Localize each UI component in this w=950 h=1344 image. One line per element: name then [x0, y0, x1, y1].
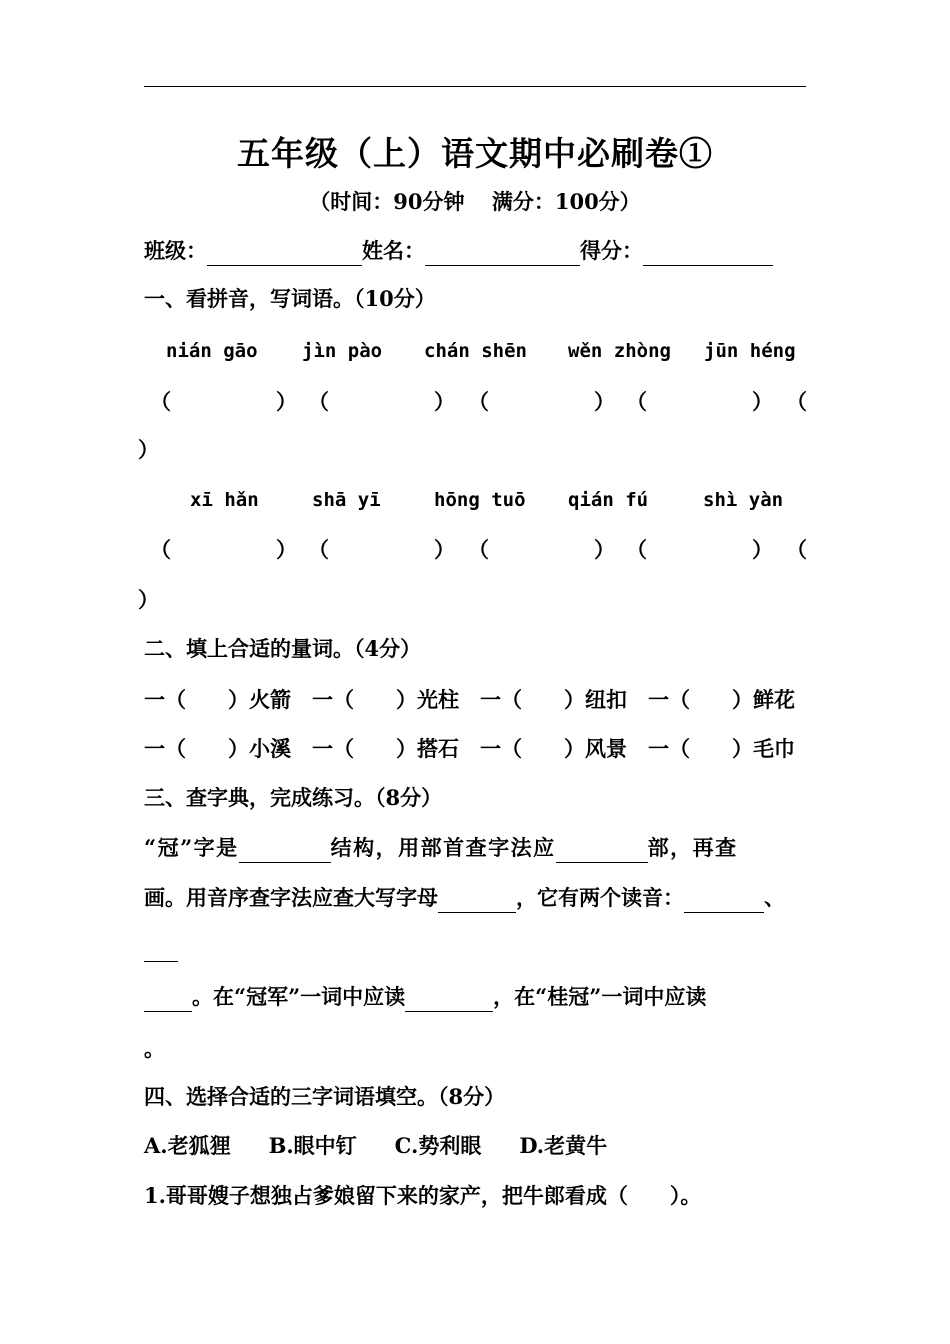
score-blank[interactable] [643, 243, 773, 266]
dictionary-line-1 [144, 833, 738, 863]
answer-paren-open: （ [786, 537, 807, 562]
measure-word-row [144, 684, 816, 714]
pinyin-6: xī hǎn [190, 489, 259, 511]
answer-paren-close: ） [276, 537, 297, 562]
time-text: （时间：90分钟 [309, 189, 465, 214]
page-title: 五年级（上）语文期中必刷卷① [237, 134, 713, 173]
measure-word-item: 一（ ）鲜花 [648, 687, 795, 712]
measure-word-item: 一（ ）搭石 [312, 736, 459, 761]
option-c: C.势利眼 [394, 1133, 482, 1158]
text: 部，再查 [647, 835, 738, 860]
text: “冠”字是 [144, 835, 239, 860]
text: 。在“冠军”一词中应读 [192, 984, 406, 1009]
letter-blank[interactable] [438, 890, 516, 913]
measure-word-item: 一（ ）纽扣 [480, 687, 627, 712]
reading-blank-1[interactable] [684, 890, 764, 913]
section3-heading: 三、查字典，完成练习。（8分） [144, 785, 443, 810]
reading-blank-2[interactable] [144, 939, 178, 962]
dictionary-line-5: 。 [144, 1036, 165, 1061]
pinyin-9: qián fú [568, 489, 649, 511]
measure-word-item: 一（ ）毛巾 [648, 736, 795, 761]
class-blank[interactable] [207, 243, 362, 266]
answer-paren-open: （ [308, 389, 329, 414]
answer-paren-close: ） [276, 389, 297, 414]
text: 画。用音序查字法应查大写字母 [144, 885, 438, 910]
pinyin-2: jìn pào [302, 340, 383, 362]
answer-paren-close: ） [138, 587, 159, 612]
score-label: 得分： [580, 238, 643, 263]
pinyin-5: jūn héng [704, 340, 796, 362]
pinyin-3: chán shēn [424, 340, 527, 362]
text: ，它有两个读音： [516, 885, 684, 910]
measure-word-item: 一（ ）火箭 [144, 687, 291, 712]
dictionary-line-2 [144, 883, 785, 913]
answer-paren-close: ） [752, 389, 773, 414]
measure-word-item: 一（ ）风景 [480, 736, 627, 761]
pinyin-7: shā yī [312, 489, 381, 511]
measure-word-item: 一（ ）小溪 [144, 736, 291, 761]
option-a: A.老狐狸 [144, 1133, 231, 1158]
answer-paren-open: （ [626, 389, 647, 414]
answer-paren-open: （ [308, 537, 329, 562]
answer-paren-open: （ [626, 537, 647, 562]
name-blank[interactable] [425, 243, 580, 266]
reading-blank-3[interactable] [144, 989, 192, 1012]
text: 、 [764, 885, 785, 910]
text: ，在“桂冠”一词中应读 [493, 984, 707, 1009]
text: 结构，用部首查字法应 [330, 835, 556, 860]
answer-paren-close: ） [594, 389, 615, 414]
answer-paren-close: ） [752, 537, 773, 562]
structure-blank[interactable] [239, 840, 331, 863]
measure-word-row [144, 733, 816, 763]
answer-paren-close: ） [434, 537, 455, 562]
answer-paren-open: （ [786, 389, 807, 414]
answer-paren-close: ） [434, 389, 455, 414]
radical-blank[interactable] [556, 840, 648, 863]
class-label: 班级： [144, 238, 207, 263]
answer-paren-open: （ [150, 389, 171, 414]
name-label: 姓名： [362, 238, 425, 263]
answer-paren-open: （ [150, 537, 171, 562]
answer-paren-open: （ [468, 389, 489, 414]
section4-heading: 四、选择合适的三字词语填空。（8分） [144, 1084, 506, 1109]
score-total-text: 满分：100分） [491, 189, 641, 214]
answer-paren-open: （ [468, 537, 489, 562]
pinyin-4: wěn zhòng [568, 340, 671, 362]
dictionary-line-4 [144, 982, 706, 1012]
answer-paren-close: ） [138, 437, 159, 462]
answer-paren-close: ） [594, 537, 615, 562]
measure-word-item: 一（ ）光柱 [312, 687, 459, 712]
pinyin-8: hōng tuō [434, 489, 526, 511]
pinyin-10: shì yàn [703, 489, 784, 511]
option-b: B.眼中钉 [268, 1133, 357, 1158]
options-row [144, 1131, 645, 1161]
pinyin-1: nián gāo [166, 340, 258, 362]
dictionary-line-3 [144, 932, 178, 962]
student-info-line [144, 236, 773, 266]
subtitle [0, 186, 950, 216]
option-d: D.老黄牛 [519, 1133, 608, 1158]
question-1: 1.哥哥嫂子想独占爹娘留下来的家产，把牛郎看成（ ）。 [144, 1183, 702, 1208]
section2-heading: 二、填上合适的量词。（4分） [144, 636, 422, 661]
guanjun-blank[interactable] [405, 989, 493, 1012]
header-rule [144, 86, 806, 87]
section1-heading: 一、看拼音，写词语。（10分） [144, 286, 436, 311]
